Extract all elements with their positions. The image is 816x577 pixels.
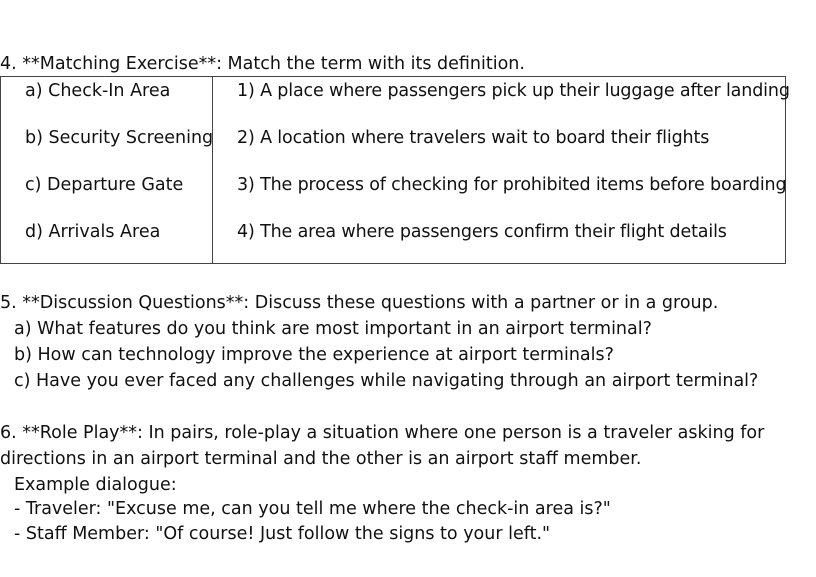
roleplay-heading-line2: directions in an airport terminal and the other is an airport staff member.: [0, 449, 642, 469]
table-column-divider: [212, 77, 213, 263]
term-b: b) Security Screening: [25, 128, 214, 148]
dialogue-line-staff: - Staff Member: "Of course! Just follow the signs to your left.": [14, 524, 551, 544]
term-a: a) Check-In Area: [25, 81, 171, 101]
roleplay-heading-line1: 6. **Role Play**: In pairs, role-play a situation where one person is a traveler asking for: [0, 423, 765, 443]
discussion-question-c: c) Have you ever faced any challenges while navigating through an airport terminal?: [14, 371, 759, 391]
term-c: c) Departure Gate: [25, 175, 184, 195]
definition-3: 3) The process of checking for prohibited items before boarding: [237, 175, 787, 195]
matching-table: [0, 76, 790, 264]
discussion-question-b: b) How can technology improve the experience at airport terminals?: [14, 345, 614, 365]
definition-2: 2) A location where travelers wait to board their flights: [237, 128, 710, 148]
example-dialogue-label: Example dialogue:: [14, 475, 177, 495]
discussion-heading: 5. **Discussion Questions**: Discuss these questions with a partner or in a group.: [0, 293, 719, 313]
term-d: d) Arrivals Area: [25, 222, 161, 242]
matching-heading: 4. **Matching Exercise**: Match the term with its definition.: [0, 54, 525, 74]
definition-1: 1) A place where passengers pick up their luggage after landing: [237, 81, 790, 101]
dialogue-line-traveler: - Traveler: "Excuse me, can you tell me where the check-in area is?": [14, 499, 611, 519]
definition-4: 4) The area where passengers confirm their flight details: [237, 222, 727, 242]
discussion-question-a: a) What features do you think are most important in an airport terminal?: [14, 319, 652, 339]
